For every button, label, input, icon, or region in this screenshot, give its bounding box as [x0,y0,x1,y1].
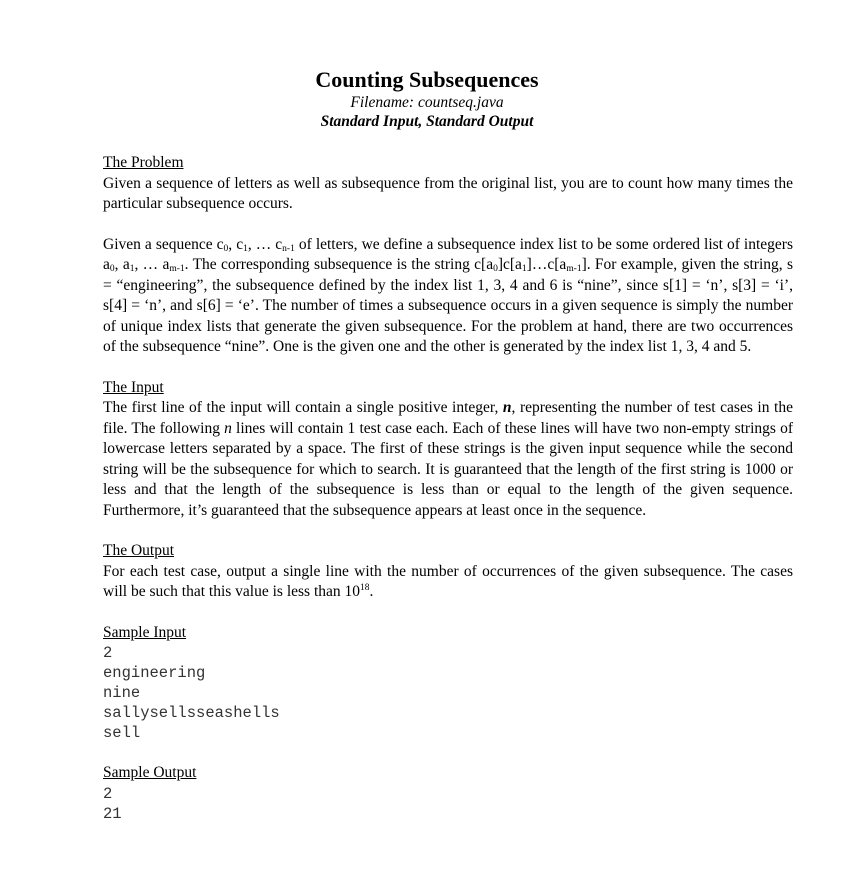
sample-output-line: 2 [103,784,113,803]
page-title: Counting Subsequences [315,67,539,92]
document-body [103,153,793,824]
problem-paragraph-1: Given a sequence of letters as well as subsequence from the original list, you are to count how many times the particular subsequence occurs. [103,174,793,212]
sample-input-line: 2 [103,644,113,662]
input-paragraph: The first line of the input will contain a single positive integer, n, representing the number of test cases in the file. The following n lines will contain 1 test case each. Each of these lines will have two non-empty strings of lowercase letters separated by a space. The first of these strings is the given input sequence while the second string will be the subsequence for which to search. It is guaranteed that the length of the first string is 1000 or less and that the length of the subsequence is less than or equal to the length of the given sequence. Furthermore, it’s guaranteed that the subsequence appears at least once in the sequence. [103,399,793,519]
document-header [0,67,854,132]
sample-input-block [103,643,793,743]
sample-input-line: sell [103,724,141,742]
output-heading: The Output [103,542,175,559]
sample-input-heading: Sample Input [103,623,187,641]
problem-paragraph-2: Given a sequence $c_0$, $c_1$, … $c_{n-1}$ of letters, we define a subsequence index list to be some ordered list of integers $a_0$, $a_1$, … $a_{m-1}$. The corresponding subsequence is the string $c[a_0]c[a_1]\dots c[a_{m-1}]$. For example, given the string, s = “engineering”, the subsequence defined by the index list 1, 3, 4 and 6 is “nine”, since s[1] = ‘n’, s[3] = ‘i’, s[4] = ‘n’, and s[6] = ‘e’. The number of times a subsequence occurs in a given sequence is simply the number of unique index lists that generate the given subsequence. For the problem at hand, there are two occurrences of the subsequence “nine”. One is the given one and the other is generated by the index list 1, 3, 4 and 5. [103,235,794,355]
filename-line: Filename: countseq.java [350,94,504,111]
io-line: Standard Input, Standard Output [320,113,534,130]
problem-heading: The Problem [103,154,184,171]
sample-input-line: nine [103,684,141,702]
sample-input-line: engineering [103,664,206,682]
sample-output-heading: Sample Output [103,764,197,781]
sample-output-line: 21 [103,804,122,823]
sample-output-block [103,784,793,824]
sample-input-line: sallysellsseashells [103,704,280,722]
output-paragraph: For each test case, output a single line with the number of occurrences of the given subsequence. The cases will be such that this value is less than $10^{18}$. [103,562,793,600]
input-heading: The Input [103,378,164,396]
